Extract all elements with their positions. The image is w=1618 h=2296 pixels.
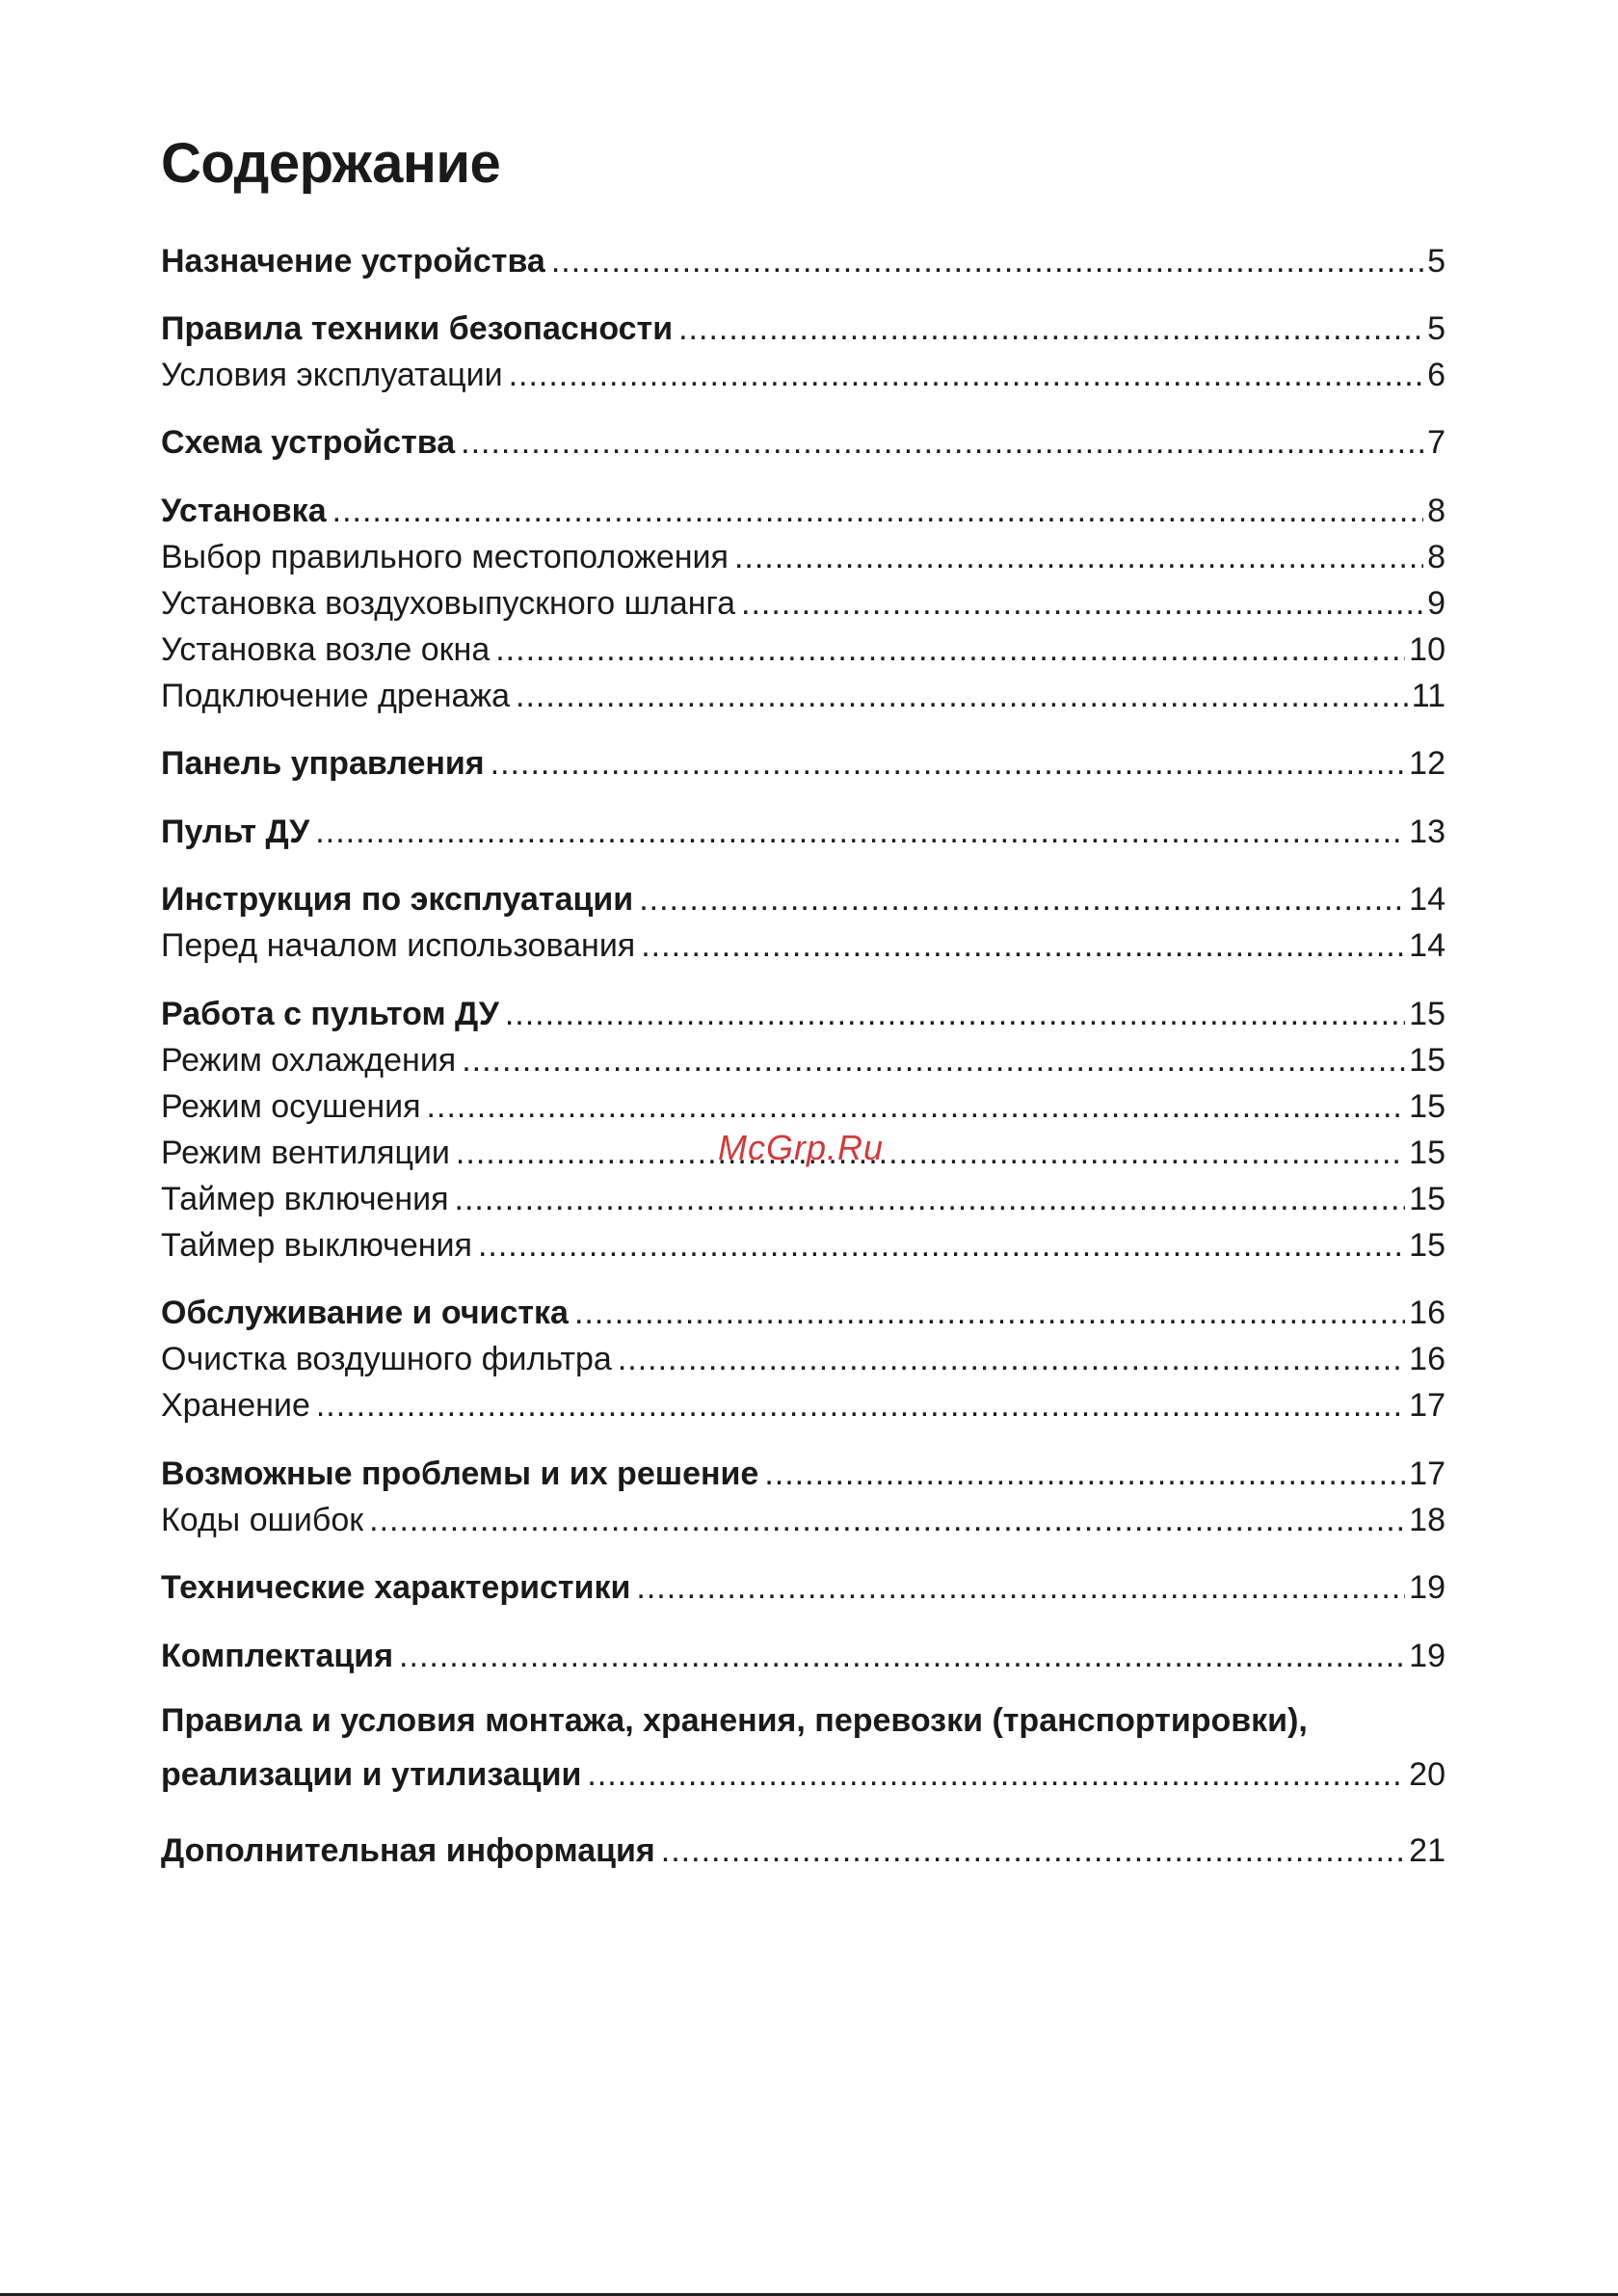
toc-entry-page: 6: [1427, 357, 1446, 393]
toc-entry[interactable]: [161, 674, 1446, 718]
toc-entry-page: 16: [1409, 1341, 1446, 1377]
dot-leader: [456, 1131, 1405, 1175]
dot-leader: [369, 1498, 1405, 1542]
dot-leader: [678, 307, 1423, 351]
toc-entry-page: 14: [1409, 927, 1446, 964]
toc-entry-page: 8: [1427, 539, 1446, 575]
toc-entry-label: Инструкция по эксплуатации: [161, 881, 634, 918]
dot-leader: [516, 674, 1408, 718]
dot-leader: [574, 1291, 1405, 1335]
dot-leader: [491, 741, 1406, 786]
toc-entry[interactable]: [161, 1223, 1446, 1268]
toc-entry[interactable]: [161, 877, 1446, 921]
toc-entry-page: 12: [1409, 745, 1446, 782]
toc-entry[interactable]: [161, 1337, 1446, 1381]
toc-entry-label: Обслуживание и очистка: [161, 1295, 569, 1331]
toc-entry-page: 16: [1409, 1295, 1446, 1331]
toc-entry-label: Комплектация: [161, 1638, 394, 1674]
toc-entry-page: 17: [1409, 1387, 1446, 1424]
toc-entry-label: Режим вентиляции: [161, 1135, 450, 1171]
toc-entry-label: Таймер выключения: [161, 1227, 472, 1264]
toc-entry[interactable]: [161, 1038, 1446, 1082]
toc-entry-page: 15: [1409, 1181, 1446, 1217]
toc-entry[interactable]: [161, 1498, 1446, 1542]
dot-leader: [509, 353, 1424, 397]
toc-entry[interactable]: [161, 923, 1446, 968]
toc-entry[interactable]: [161, 535, 1446, 579]
toc-entry-label: Возможные проблемы и их решение: [161, 1455, 759, 1492]
dot-leader: [734, 535, 1423, 579]
toc-entry-label: Установка возле окна: [161, 631, 491, 668]
toc-entry[interactable]: [161, 1084, 1446, 1129]
toc-entry-label: Хранение: [161, 1387, 310, 1424]
toc-entry[interactable]: [161, 581, 1446, 626]
toc-entry-page: 17: [1409, 1455, 1446, 1492]
dot-leader: [315, 810, 1405, 854]
toc-entry-page: 9: [1427, 585, 1446, 622]
toc-entry-page: 15: [1409, 1088, 1446, 1125]
toc-entry-page: 13: [1409, 814, 1446, 850]
dot-leader: [462, 1038, 1405, 1082]
toc-entry[interactable]: [161, 1634, 1446, 1678]
toc-entry-label: Коды ошибок: [161, 1502, 364, 1538]
toc-entry-label: реализации и утилизации: [161, 1756, 582, 1793]
toc-entry-page: 15: [1409, 1227, 1446, 1264]
dot-leader: [641, 923, 1405, 968]
dot-leader: [636, 1565, 1405, 1610]
toc-entry-page: 5: [1427, 310, 1446, 347]
dot-leader: [618, 1337, 1405, 1381]
watermark: McGrp.Ru: [718, 1128, 885, 1167]
toc-entry[interactable]: [161, 239, 1446, 283]
dot-leader: [478, 1223, 1405, 1268]
toc-entry-label: Таймер включения: [161, 1181, 449, 1217]
dot-leader: [455, 1177, 1406, 1221]
dot-leader: [764, 1452, 1405, 1496]
toc-entry-page: 15: [1409, 1042, 1446, 1079]
toc-entry[interactable]: [161, 992, 1446, 1036]
toc-entry-page: 10: [1409, 631, 1446, 668]
toc-entry-page: 7: [1427, 424, 1446, 461]
toc-entry-first-line[interactable]: Правила и условия монтажа, хранения, перевозки (транспортировки),: [161, 1702, 1308, 1739]
toc-entry-page: 20: [1409, 1756, 1446, 1793]
toc-entry[interactable]: [161, 1291, 1446, 1335]
toc-entry-page: 19: [1409, 1638, 1446, 1674]
toc-entry-page: 11: [1411, 678, 1446, 714]
dot-leader: [332, 489, 1423, 533]
toc-entry-label: Работа с пультом ДУ: [161, 996, 499, 1032]
toc-entry-label: Панель управления: [161, 745, 485, 782]
toc-entry-page: 8: [1427, 493, 1446, 529]
dot-leader: [427, 1084, 1406, 1129]
dot-leader: [316, 1383, 1405, 1428]
toc-entry[interactable]: [161, 420, 1446, 465]
dot-leader: [551, 239, 1423, 283]
dot-leader: [661, 1829, 1405, 1873]
toc-entry-label: Схема устройства: [161, 424, 456, 461]
toc-entry[interactable]: [161, 1565, 1446, 1610]
toc-entry-label: Установка воздуховыпускного шланга: [161, 585, 736, 622]
toc-entry-page: 18: [1409, 1502, 1446, 1538]
toc-entry[interactable]: [161, 1829, 1446, 1873]
toc-entry-label: Перед началом использования: [161, 927, 636, 964]
toc-entry-label: Установка: [161, 493, 327, 529]
toc-entry[interactable]: [161, 353, 1446, 397]
toc-entry-label: Условия эксплуатации: [161, 357, 503, 393]
toc-entry-label: Назначение устройства: [161, 243, 545, 280]
dot-leader: [639, 877, 1405, 921]
toc-entry-page: 15: [1409, 1135, 1446, 1171]
toc-entry-label: Подключение дренажа: [161, 678, 511, 714]
toc-entry[interactable]: [161, 1752, 1446, 1797]
toc-entry-page: 19: [1409, 1569, 1446, 1606]
toc-entry-label: Пульт ДУ: [161, 814, 310, 850]
toc-entry[interactable]: [161, 627, 1446, 672]
page-title: Содержание: [161, 132, 501, 195]
toc-entry[interactable]: [161, 489, 1446, 533]
toc-entry-page: 21: [1409, 1832, 1446, 1869]
toc-entry-label: Дополнительная информация: [161, 1832, 655, 1869]
toc-entry-label: Правила техники безопасности: [161, 310, 674, 347]
dot-leader: [505, 992, 1405, 1036]
toc-entry-page: 15: [1409, 996, 1446, 1032]
toc-entry[interactable]: [161, 741, 1446, 786]
toc-entry-label: Выбор правильного местоположения: [161, 539, 729, 575]
dot-leader: [587, 1752, 1405, 1797]
toc-entry-label: Режим охлаждения: [161, 1042, 457, 1079]
toc-entry[interactable]: [161, 1452, 1446, 1496]
toc-entry-label: Режим осушения: [161, 1088, 421, 1125]
dot-leader: [495, 627, 1405, 672]
toc-entry-page: 14: [1409, 881, 1446, 918]
toc-entry-page: 5: [1427, 243, 1446, 280]
toc-entry-label: Очистка воздушного фильтра: [161, 1341, 612, 1377]
toc-entry[interactable]: [161, 1383, 1446, 1428]
toc-entry-label: Технические характеристики: [161, 1569, 631, 1606]
dot-leader: [741, 581, 1423, 626]
dot-leader: [461, 420, 1423, 465]
toc-entry[interactable]: [161, 1177, 1446, 1221]
toc-entry[interactable]: [161, 307, 1446, 351]
dot-leader: [399, 1634, 1405, 1678]
toc-entry[interactable]: [161, 810, 1446, 854]
